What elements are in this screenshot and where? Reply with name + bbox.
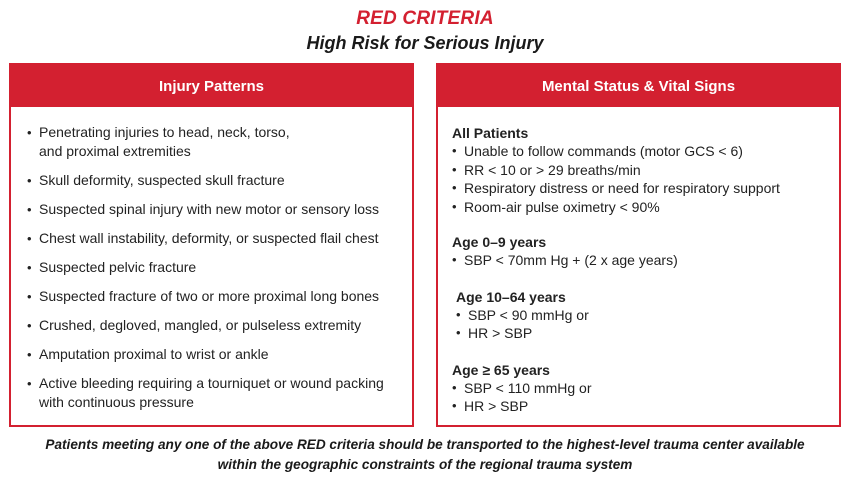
bullet-icon: • bbox=[27, 347, 32, 362]
bullet-icon: • bbox=[27, 125, 32, 140]
section-title: All Patients bbox=[452, 125, 529, 141]
list-item: • Respiratory distress or need for respiratory support bbox=[452, 180, 780, 196]
list-item: • SBP < 90 mmHg or bbox=[456, 306, 589, 323]
list-item: • Skull deformity, suspected skull fracture bbox=[27, 172, 285, 188]
page-title: RED CRITERIA bbox=[356, 8, 494, 29]
list-item: • Crushed, degloved, mangled, or pulseless extremity bbox=[27, 317, 362, 333]
footer-line-1: Patients meeting any one of the above RED criteria should be transported to the highest-level trauma center available bbox=[45, 437, 805, 452]
list-item: • HR > SBP bbox=[456, 325, 533, 341]
bullet-icon: • bbox=[452, 143, 457, 158]
bullet-icon: • bbox=[27, 376, 32, 391]
bullet-icon: • bbox=[27, 260, 32, 275]
bullet-icon: • bbox=[456, 306, 461, 322]
injury-patterns-header: Injury Patterns bbox=[11, 65, 412, 107]
bullet-icon: • bbox=[452, 198, 457, 214]
section-age-65-plus bbox=[438, 343, 839, 416]
list-item: • SBP < 70mm Hg + (2 x age years) bbox=[452, 252, 678, 268]
list-item: • Active bleeding requiring a tourniquet or wound packing with continuous pressure bbox=[27, 375, 384, 410]
list-item: • Suspected pelvic fracture bbox=[27, 259, 197, 275]
section-title: Age 10–64 years bbox=[456, 288, 566, 305]
list-item: • HR > SBP bbox=[452, 398, 529, 414]
list-item: • Unable to follow commands (motor GCS < 6) bbox=[452, 143, 743, 159]
list-item: • RR < 10 or > 29 breaths/min bbox=[452, 161, 641, 178]
list-item: • Suspected fracture of two or more proximal long bones bbox=[27, 288, 380, 304]
injury-patterns-list bbox=[11, 107, 412, 412]
injury-patterns-panel bbox=[9, 63, 414, 427]
bullet-icon: • bbox=[27, 173, 32, 188]
list-item: • Chest wall instability, deformity, or suspected flail chest bbox=[27, 230, 379, 246]
section-title: Age ≥ 65 years bbox=[452, 361, 550, 378]
section-all-patients bbox=[438, 107, 839, 216]
list-item: • Suspected spinal injury with new motor or sensory loss bbox=[27, 201, 380, 217]
bullet-icon: • bbox=[27, 202, 32, 217]
vital-signs-header: Mental Status & Vital Signs bbox=[438, 65, 839, 107]
bullet-icon: • bbox=[452, 161, 457, 177]
section-age-10-64 bbox=[438, 270, 839, 343]
bullet-icon: • bbox=[27, 318, 32, 333]
footer-line-2: within the geographic constraints of the regional trauma system bbox=[217, 457, 633, 472]
bullet-icon: • bbox=[452, 379, 457, 395]
list-item: • Room-air pulse oximetry < 90% bbox=[452, 198, 660, 215]
list-item: • SBP < 110 mmHg or bbox=[452, 379, 592, 396]
list-item: • Amputation proximal to wrist or ankle bbox=[27, 346, 269, 362]
section-title: Age 0–9 years bbox=[452, 234, 547, 250]
list-item: • Penetrating injuries to head, neck, torso, and proximal extremities bbox=[27, 124, 290, 159]
bullet-icon: • bbox=[452, 398, 457, 413]
bullet-icon: • bbox=[452, 180, 457, 195]
section-age-0-9 bbox=[438, 216, 839, 270]
bullet-icon: • bbox=[456, 325, 461, 340]
bullet-icon: • bbox=[27, 289, 32, 304]
footer-note bbox=[0, 435, 850, 475]
bullet-icon: • bbox=[27, 231, 32, 246]
page-subtitle: High Risk for Serious Injury bbox=[306, 33, 544, 53]
bullet-icon: • bbox=[452, 252, 457, 267]
vital-signs-panel bbox=[436, 63, 841, 427]
